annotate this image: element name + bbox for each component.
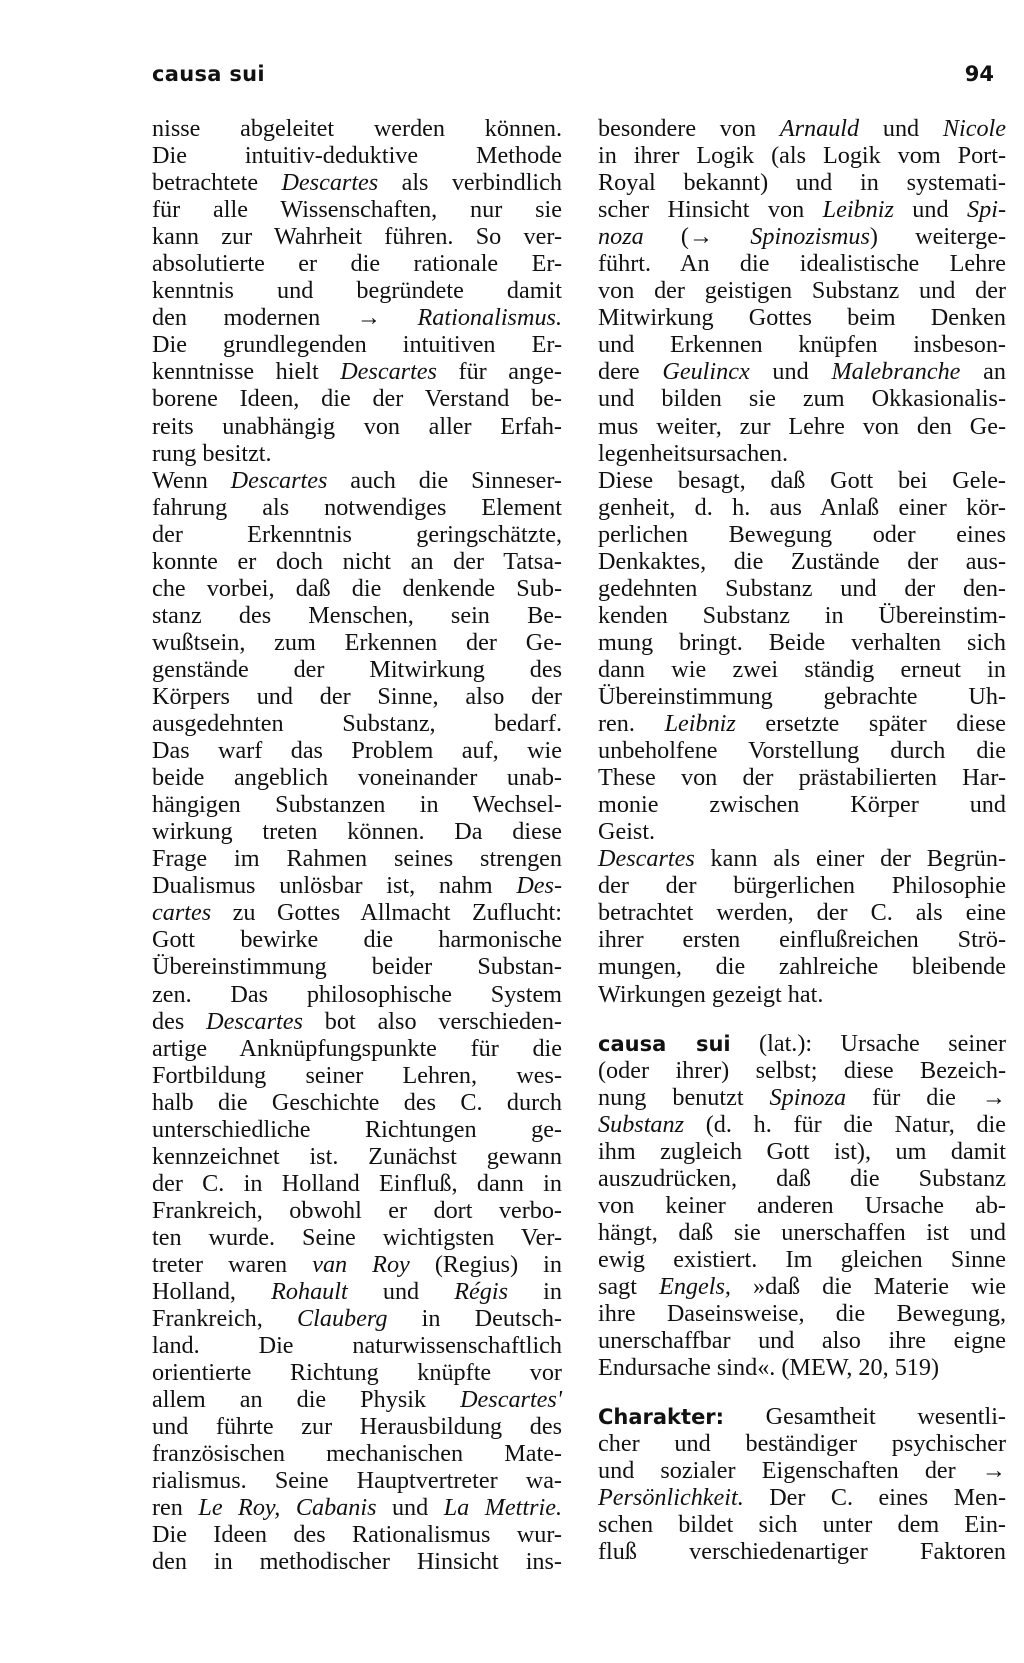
italic-name: Régis — [454, 1278, 509, 1306]
running-head-term: causa sui — [152, 62, 265, 86]
text-run: Wirkungen gezeigt hat. — [598, 980, 824, 1008]
right-column-line — [598, 710, 1006, 737]
text-run: Frankreich, obwohl er dort verbo- — [152, 1196, 562, 1224]
left-column-line — [152, 1467, 562, 1494]
text-run: auch die Sinneser- — [327, 466, 562, 494]
text-run: ren. — [598, 710, 665, 738]
text-run: Denkaktes, die Zustände der aus- — [598, 547, 1006, 575]
text-run: Körpers und der Sinne, also der — [152, 682, 562, 710]
left-column-line — [152, 277, 562, 304]
left-column-line — [152, 196, 562, 223]
italic-name: Descartes — [206, 1007, 303, 1035]
text-run: ihre Daseinsweise, die Bewegung, — [598, 1300, 1006, 1328]
right-column-line — [598, 1084, 1006, 1111]
text-run: nisse abgeleitet werden können. — [152, 115, 562, 142]
left-column-line — [152, 575, 562, 602]
text-run: des — [152, 1007, 207, 1035]
left-column-line — [152, 1062, 562, 1089]
text-run: ersetzte später diese — [735, 710, 1006, 738]
text-run: von der geistigen Substanz und der — [598, 277, 1006, 305]
text-run: und — [859, 115, 943, 142]
text-run: Dualismus unlösbar ist, nahm — [152, 872, 517, 900]
left-column-line — [152, 710, 562, 737]
text-run: auszudrücken, daß die Substanz — [598, 1164, 1006, 1192]
text-run: für alle Wissenschaften, nur sie — [152, 196, 562, 224]
right-column-line — [598, 1138, 1006, 1165]
italic-name: noza — [598, 223, 644, 251]
text-run: perlichen Bewegung oder eines — [598, 520, 1006, 548]
text-run: (lat.): Ursache seiner — [730, 1029, 1006, 1057]
italic-name: van Roy — [312, 1250, 410, 1278]
lemma-term: causa sui — [598, 1031, 731, 1056]
text-run: der Erkenntnis geringschätzte, — [152, 520, 562, 548]
right-column-line — [598, 385, 1006, 412]
left-column-line — [152, 223, 562, 250]
text-run: Die grundlegenden intuitiven Er- — [152, 331, 562, 359]
right-column-line — [598, 304, 1006, 331]
right-column-line — [598, 250, 1006, 277]
text-run: Geist. — [598, 818, 656, 846]
text-run: der C. in Holland Einfluß, dann in — [152, 1169, 562, 1197]
italic-name: Substanz — [598, 1110, 685, 1138]
text-run: von keiner anderen Ursache ab- — [598, 1191, 1006, 1219]
right-column-line — [598, 791, 1006, 818]
italic-name: Spinoza — [769, 1083, 847, 1111]
text-run: in Deutsch- — [387, 1305, 562, 1333]
text-run: gedehnten Substanz und der den- — [598, 574, 1006, 602]
text-run: ren — [152, 1494, 199, 1522]
text-run: Die intuitiv-deduktive Methode — [152, 142, 562, 170]
right-column-line — [598, 1403, 1006, 1430]
left-column-line — [152, 981, 562, 1008]
text-run: monie zwischen Körper und — [598, 791, 1006, 819]
right-column-line — [598, 1300, 1006, 1327]
left-column-line — [152, 1413, 562, 1440]
italic-name: Descartes — [340, 358, 437, 386]
text-run: den modernen → — [152, 304, 418, 332]
page-number: 94 — [964, 62, 994, 86]
text-run: kennzeichnet ist. Zunächst gewann — [152, 1142, 562, 1170]
text-run: artige Anknüpfungspunkte für die — [152, 1034, 562, 1062]
text-run: Mitwirkung Gottes beim Denken — [598, 304, 1006, 332]
text-run: Holland, — [152, 1278, 272, 1306]
right-column-line — [598, 1457, 1006, 1484]
lemma-term: Charakter: — [598, 1405, 725, 1430]
text-run: unerschaffbar und also ihre eigne — [598, 1327, 1006, 1355]
italic-name: Des- — [516, 872, 562, 900]
text-run: Endursache sind«. (MEW, 20, 519) — [598, 1354, 940, 1382]
text-run: kann zur Wahrheit führen. So ver- — [152, 223, 562, 251]
text-run: Der C. eines Men- — [743, 1484, 1006, 1512]
left-column-line — [152, 1521, 562, 1548]
text-run: für die → — [846, 1083, 1006, 1111]
right-column-line — [598, 683, 1006, 710]
italic-name: Rationalismus. — [417, 304, 562, 332]
right-column-line — [598, 1327, 1006, 1354]
text-run: land. Die naturwissenschaftlich — [152, 1332, 562, 1360]
text-run: Übereinstimmung gebrachte Uh- — [598, 682, 1006, 710]
italic-name: Descartes — [598, 845, 695, 873]
text-run: besondere von — [598, 115, 780, 142]
text-run: Gesamtheit wesentli- — [724, 1403, 1006, 1431]
text-run: allem an die Physik — [152, 1386, 461, 1414]
left-column-line — [152, 1116, 562, 1143]
italic-name: cartes — [152, 899, 212, 927]
left-column-line — [152, 1089, 562, 1116]
text-run: und Erkennen knüpfen insbeson- — [598, 331, 1006, 359]
text-run: Das warf das Problem auf, wie — [152, 737, 562, 765]
text-run: Royal bekannt) und in systemati- — [598, 169, 1006, 197]
text-run: (oder ihrer) selbst; diese Bezeich- — [598, 1056, 1006, 1084]
left-column-line — [152, 548, 562, 575]
right-column-line — [598, 467, 1006, 494]
right-column-line — [598, 196, 1006, 223]
text-run: halb die Geschichte des C. durch — [152, 1088, 562, 1116]
text-run: hängt, daß sie unerschaffen ist und — [598, 1218, 1006, 1246]
right-column-line — [598, 1111, 1006, 1138]
text-run: che vorbei, daß die denkende Sub- — [152, 574, 562, 602]
left-column-line — [152, 953, 562, 980]
text-run: legenheitsursachen. — [598, 439, 789, 467]
right-column-line — [598, 548, 1006, 575]
text-run: zen. Das philosophische System — [152, 980, 562, 1008]
text-run: Die Ideen des Rationalismus wur- — [152, 1521, 562, 1549]
italic-name: Descartes' — [460, 1386, 562, 1414]
right-column-line — [598, 1165, 1006, 1192]
text-run: als verbindlich — [378, 169, 562, 197]
right-column-line — [598, 169, 1006, 196]
right-column-line — [598, 277, 1006, 304]
text-run: und führte zur Herausbildung des — [152, 1413, 562, 1441]
italic-name: Spinozismus — [750, 223, 870, 251]
text-run: genstände der Mitwirkung des — [152, 655, 562, 683]
text-run: hängigen Substanzen in Wechsel- — [152, 791, 562, 819]
right-column-line — [598, 1030, 1006, 1057]
italic-name: Descartes — [281, 169, 379, 197]
text-run: borene Ideen, die der Verstand be- — [152, 385, 562, 413]
text-run: den in methodischer Hinsicht ins- — [152, 1548, 562, 1576]
text-run: konnte er doch nicht an der Tatsa- — [152, 547, 562, 575]
text-run: Frage im Rahmen seines strengen — [152, 845, 562, 873]
italic-name: Leibniz — [664, 710, 736, 738]
left-column-line — [152, 304, 562, 331]
text-run: für ange- — [436, 358, 562, 386]
text-run: scher Hinsicht von — [598, 196, 823, 224]
left-column-line — [152, 331, 562, 358]
text-run: genheit, d. h. aus Anlaß einer kör- — [598, 493, 1006, 521]
right-text-column — [598, 115, 1006, 1565]
right-column-line — [598, 602, 1006, 629]
right-column-line — [598, 981, 1006, 1008]
text-run: der der bürgerlichen Philosophie — [598, 872, 1006, 900]
right-column-line — [598, 1511, 1006, 1538]
right-column-line — [598, 872, 1006, 899]
text-run: Wenn — [152, 466, 231, 494]
left-column-line — [152, 385, 562, 412]
left-column-line — [152, 169, 562, 196]
text-run: rung besitzt. — [152, 439, 272, 467]
page-header — [152, 62, 994, 94]
text-run: kann als einer der Begrün- — [694, 845, 1006, 873]
text-run: treter waren — [152, 1250, 313, 1278]
italic-name: Geulincx — [662, 358, 750, 386]
text-run: kenden Substanz in Übereinstim- — [598, 601, 1006, 629]
right-column-line — [598, 1538, 1006, 1565]
left-column-line — [152, 737, 562, 764]
right-column-line — [598, 926, 1006, 953]
italic-name: Engels, — [659, 1272, 731, 1300]
left-column-line — [152, 521, 562, 548]
text-run: dere — [598, 358, 663, 386]
left-column-line — [152, 683, 562, 710]
left-column-line — [152, 899, 562, 926]
text-run: zu Gottes Allmacht Zuflucht: — [211, 899, 562, 927]
text-run: dann wie zwei ständig erneut in — [598, 655, 1006, 683]
text-run: fahrung als notwendiges Element — [152, 493, 562, 521]
text-run: an — [960, 358, 1006, 386]
text-run: »daß die Materie wie — [730, 1272, 1007, 1300]
right-column-line — [598, 521, 1006, 548]
right-column-line — [598, 1430, 1006, 1457]
right-column-line — [598, 575, 1006, 602]
text-run: wußtsein, zum Erkennen der Ge- — [152, 628, 562, 656]
text-run: kenntnis und begründete damit — [152, 277, 562, 305]
left-column-line — [152, 1305, 562, 1332]
left-column-line — [152, 1548, 562, 1575]
text-run: bot also verschieden- — [302, 1007, 562, 1035]
text-run: ausgedehnten Substanz, bedarf. — [152, 710, 562, 738]
right-column-line — [598, 440, 1006, 467]
left-column-line — [152, 1359, 562, 1386]
text-run: fluß verschiedenartiger Faktoren — [598, 1538, 1006, 1566]
right-column-line — [598, 1057, 1006, 1084]
text-run: Fortbildung seiner Lehren, wes- — [152, 1061, 562, 1089]
right-column-line — [598, 1219, 1006, 1246]
right-column-line — [598, 358, 1006, 385]
right-column-line — [598, 115, 1006, 142]
text-run: betrachtete — [152, 169, 282, 197]
left-column-line — [152, 1386, 562, 1413]
text-run: und — [893, 196, 968, 224]
text-run: in ihrer Logik (als Logik vom Port- — [598, 142, 1006, 170]
text-run: ewig existiert. Im gleichen Sinne — [598, 1245, 1006, 1273]
italic-name: Leibniz — [822, 196, 894, 224]
text-run: These von der prästabilierten Har- — [598, 764, 1006, 792]
left-column-line — [152, 1170, 562, 1197]
text-run: stanz des Menschen, sein Be- — [152, 601, 562, 629]
italic-name: La Mettrie. — [443, 1494, 562, 1522]
text-run: wirkung treten können. Da diese — [152, 818, 562, 846]
text-run: Frankreich, — [152, 1305, 297, 1333]
text-run: in — [508, 1278, 562, 1306]
text-run: führt. An die idealistische Lehre — [598, 250, 1006, 278]
right-column-line — [598, 845, 1006, 872]
right-column-line — [598, 1354, 1006, 1381]
left-column-line — [152, 1251, 562, 1278]
right-column-line — [598, 1192, 1006, 1219]
right-column-line — [598, 331, 1006, 358]
entry-separator — [598, 1008, 1006, 1030]
right-column-line — [598, 737, 1006, 764]
left-column-line — [152, 440, 562, 467]
text-run: Diese besagt, daß Gott bei Gele- — [598, 466, 1006, 494]
right-column-line — [598, 656, 1006, 683]
text-run: mus weiter, zur Lehre von den Ge- — [598, 412, 1006, 440]
text-run: sagt — [598, 1272, 660, 1300]
text-run: cher und beständiger psychischer — [598, 1430, 1006, 1458]
text-run: (d. h. für die Natur, die — [684, 1110, 1006, 1138]
left-column-line — [152, 926, 562, 953]
left-column-line — [152, 872, 562, 899]
text-run: ihm zugleich Gott ist), um damit — [598, 1137, 1006, 1165]
left-column-line — [152, 656, 562, 683]
text-run: und — [749, 358, 832, 386]
text-run: (→ — [643, 223, 751, 251]
italic-name: Nicole — [942, 115, 1006, 142]
text-run: orientierte Richtung knüpfte vor — [152, 1359, 562, 1387]
italic-name: Le Roy, Cabanis — [198, 1494, 377, 1522]
left-column-line — [152, 845, 562, 872]
right-column-line — [598, 1484, 1006, 1511]
text-run: unterschiedliche Richtungen ge- — [152, 1115, 562, 1143]
left-column-line — [152, 142, 562, 169]
left-column-line — [152, 1332, 562, 1359]
left-column-line — [152, 1035, 562, 1062]
text-run: ihrer ersten einflußreichen Strö- — [598, 926, 1006, 954]
right-column-line — [598, 764, 1006, 791]
right-column-line — [598, 899, 1006, 926]
text-run: ) weiterge- — [869, 223, 1007, 251]
italic-name: Clauberg — [297, 1305, 388, 1333]
left-column-line — [152, 1440, 562, 1467]
left-column-line — [152, 602, 562, 629]
entry-separator — [598, 1381, 1006, 1403]
text-run: und sozialer Eigenschaften der → — [598, 1457, 1006, 1485]
left-column-line — [152, 494, 562, 521]
right-column-line — [598, 818, 1006, 845]
text-run: Gott bewirke die harmonische — [152, 926, 562, 954]
left-column-line — [152, 1008, 562, 1035]
text-run: beide angeblich voneinander unab- — [152, 764, 562, 792]
left-column-line — [152, 1494, 562, 1521]
text-run: und — [376, 1494, 444, 1522]
italic-name: Persönlichkeit. — [598, 1484, 744, 1512]
left-column-line — [152, 818, 562, 845]
text-run: französischen mechanischen Mate- — [152, 1440, 562, 1468]
text-run: und — [347, 1278, 455, 1306]
left-column-line — [152, 250, 562, 277]
text-run: und bilden sie zum Okkasionalis- — [598, 385, 1006, 413]
italic-name: Rohault — [271, 1278, 348, 1306]
right-column-line — [598, 142, 1006, 169]
left-column-line — [152, 467, 562, 494]
left-text-column — [152, 115, 562, 1576]
text-run: reits unabhängig von aller Erfah- — [152, 412, 562, 440]
left-column-line — [152, 1197, 562, 1224]
right-column-line — [598, 629, 1006, 656]
right-column-line — [598, 494, 1006, 521]
right-column-line — [598, 223, 1006, 250]
left-column-line — [152, 413, 562, 440]
right-column-line — [598, 1273, 1006, 1300]
right-column-line — [598, 1246, 1006, 1273]
right-column-line — [598, 953, 1006, 980]
left-column-line — [152, 1224, 562, 1251]
left-column-line — [152, 629, 562, 656]
italic-name: Arnauld — [779, 115, 860, 142]
text-run: betrachtet werden, der C. als eine — [598, 899, 1006, 927]
left-column-line — [152, 115, 562, 142]
text-run: unbeholfene Vorstellung durch die — [598, 737, 1006, 765]
text-run: mungen, die zahlreiche bleibende — [598, 953, 1006, 981]
text-run: kenntnisse hielt — [152, 358, 341, 386]
text-run: rialismus. Seine Hauptvertreter wa- — [152, 1467, 562, 1495]
text-run: schen bildet sich unter dem Ein- — [598, 1511, 1006, 1539]
left-column-line — [152, 791, 562, 818]
right-column-line — [598, 413, 1006, 440]
left-column-line — [152, 358, 562, 385]
left-column-line — [152, 764, 562, 791]
text-run: Übereinstimmung beider Substan- — [152, 953, 562, 981]
text-run: (Regius) in — [409, 1250, 562, 1278]
text-run: mung bringt. Beide verhalten sich — [598, 628, 1006, 656]
text-run: nung benutzt — [598, 1083, 770, 1111]
text-run: ten wurde. Seine wichtigsten Ver- — [152, 1223, 562, 1251]
italic-name: Malebranche — [831, 358, 961, 386]
text-run: absolutierte er die rationale Er- — [152, 250, 562, 278]
italic-name: Descartes — [230, 466, 328, 494]
left-column-line — [152, 1278, 562, 1305]
left-column-line — [152, 1143, 562, 1170]
italic-name: Spi- — [967, 196, 1007, 224]
